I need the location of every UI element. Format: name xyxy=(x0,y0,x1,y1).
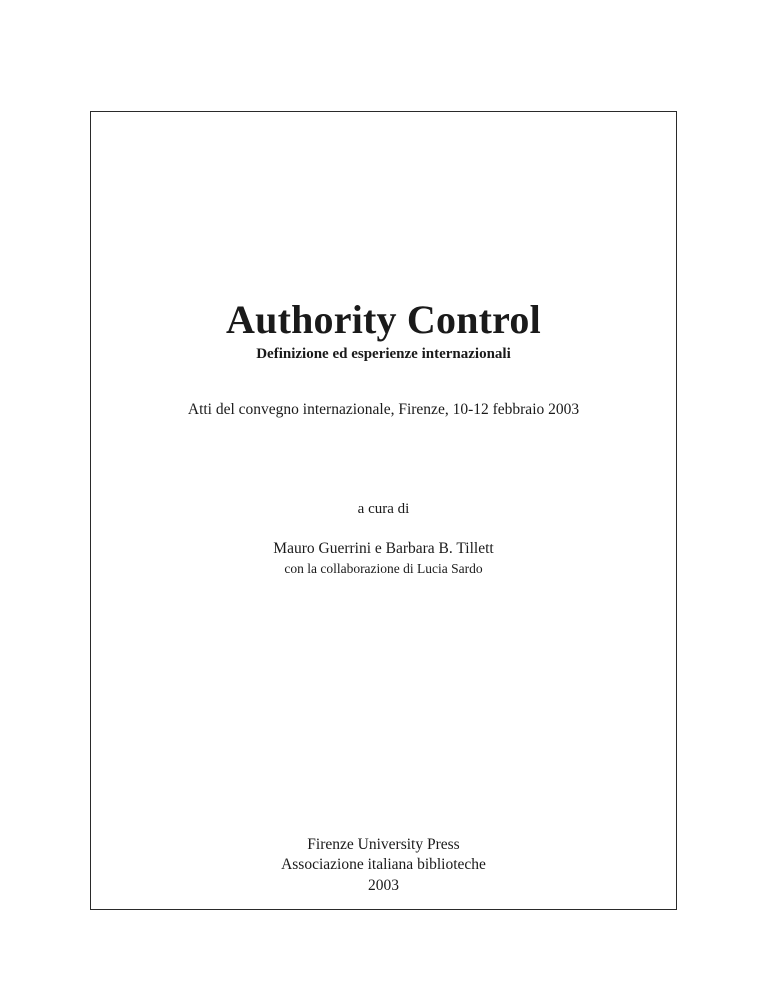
book-subtitle: Definizione ed esperienze internazionali xyxy=(256,346,511,362)
curated-by-label: a cura di xyxy=(357,501,410,517)
book-title: Authority Control xyxy=(226,297,541,342)
publisher-name: Firenze University Press xyxy=(307,836,460,853)
publication-year: 2003 xyxy=(368,877,399,894)
title-page-frame xyxy=(90,111,677,910)
proceedings-line: Atti del convegno internazionale, Firenze, 10-12 febbraio 2003 xyxy=(187,401,580,418)
collaboration-line: con la collaborazione di Lucia Sardo xyxy=(284,561,483,576)
editors-line: Mauro Guerrini e Barbara B. Tillett xyxy=(273,540,494,557)
association-name: Associazione italiana biblioteche xyxy=(281,856,486,873)
